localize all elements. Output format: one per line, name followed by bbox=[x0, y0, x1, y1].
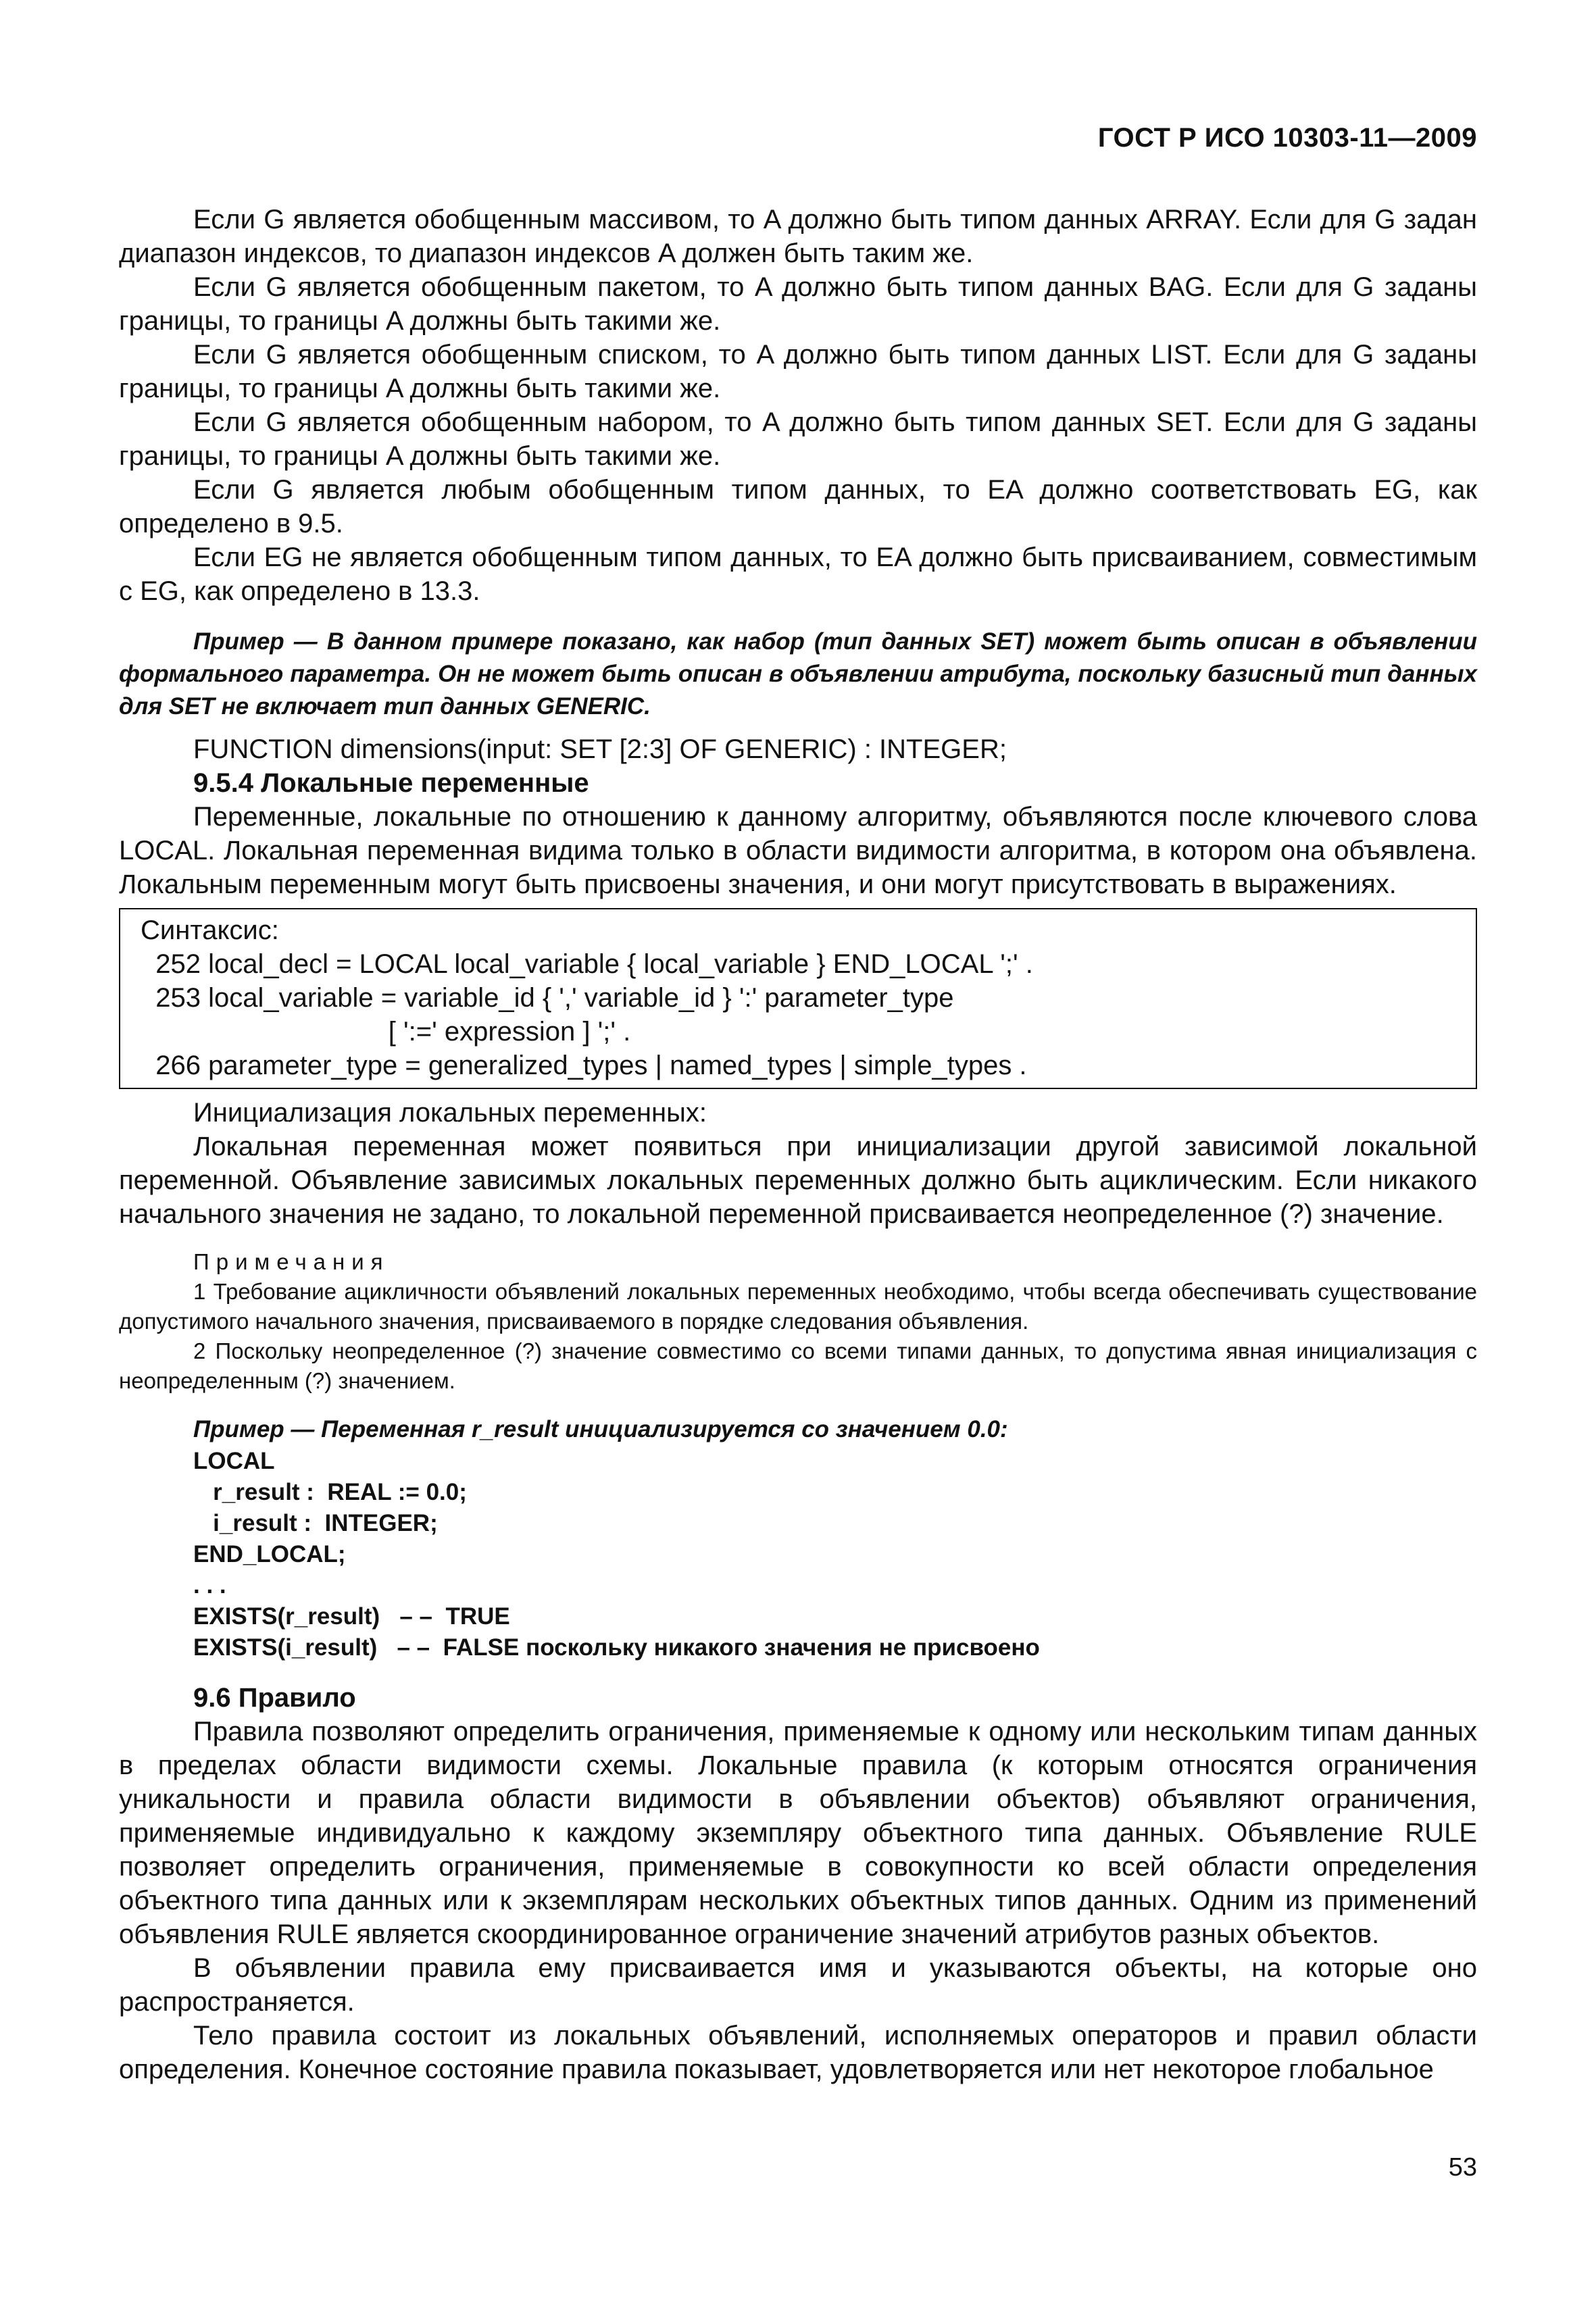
paragraph: Если G является обобщенным массивом, то A должно быть типом данных ARRAY. Если для G задан диапазон индексов, то диапазон индексов A должен быть таким же. bbox=[119, 205, 1477, 268]
paragraph: В объявлении правила ему присваивается имя и указываются объекты, на которые оно распространяется. bbox=[119, 1953, 1477, 2017]
paragraph: Если G является обобщенным списком, то A должно быть типом данных LIST. Если для G заданы границы, то границы A должны быть такими же. bbox=[119, 340, 1477, 403]
note-item: 1 Требование ацикличности объявлений локальных переменных необходимо, чтобы всегда обеспечивать существование допустимого начального значения, присваиваемого в порядке следования объявления. bbox=[119, 1279, 1477, 1334]
document-header: ГОСТ Р ИСО 10303-11—2009 bbox=[1097, 123, 1477, 153]
section-heading: 9.6 Правило bbox=[193, 1683, 356, 1713]
code-line: LOCAL bbox=[193, 1448, 275, 1474]
init-label: Инициализация локальных переменных: bbox=[193, 1098, 707, 1128]
page-body bbox=[119, 203, 1477, 2086]
paragraph: Если EG не является обобщенным типом данных, то EA должно быть присваиванием, совместимым с EG, как определено в 13.3. bbox=[119, 543, 1477, 606]
paragraph: Локальная переменная может появиться при инициализации другой зависимой локальной переменной. Объявление зависимых локальных переменных должно быть ациклическим. Если никакого начального значения не задано, то локальной переменной присваивается неопределенное (?) значение. bbox=[119, 1132, 1477, 1229]
code-line: EXISTS(r_result) – – TRUE bbox=[193, 1603, 510, 1630]
paragraph: Переменные, локальные по отношению к данному алгоритму, объявляются после ключевого слова LOCAL. Локальная переменная видима только в области видимости алгоритма, в котором она объявлена. Локальным переменным могут быть присвоены значения, и они могут присутствовать в выражениях. bbox=[119, 802, 1477, 899]
paragraph: Если G является любым обобщенным типом данных, то EA должно соответствовать EG, как определено в 9.5. bbox=[119, 475, 1477, 538]
paragraph: Тело правила состоит из локальных объявлений, исполняемых операторов и правил области определения. Конечное состояние правила показывает, удовлетворяется или нет некоторое глобальное bbox=[119, 2021, 1477, 2084]
code-line: EXISTS(i_result) – – FALSE поскольку никакого значения не присвоено bbox=[193, 1634, 1040, 1661]
section-heading: 9.5.4 Локальные переменные bbox=[193, 768, 589, 798]
code-line: i_result : INTEGER; bbox=[193, 1510, 438, 1536]
example-code-block bbox=[193, 1446, 1477, 1663]
example-code: FUNCTION dimensions(input: SET [2:3] OF GENERIC) : INTEGER; bbox=[193, 734, 1007, 764]
code-line: r_result : REAL := 0.0; bbox=[193, 1479, 467, 1505]
syntax-line: 266 parameter_type = generalized_types | named_types | simple_types . bbox=[141, 1051, 1027, 1080]
notes-title: Примечания bbox=[193, 1249, 390, 1274]
page-number: 53 bbox=[1448, 2153, 1477, 2182]
paragraph: Если G является обобщенным набором, то A должно быть типом данных SET. Если для G заданы границы, то границы A должны быть такими же. bbox=[119, 407, 1477, 471]
syntax-box bbox=[119, 908, 1477, 1089]
code-line: END_LOCAL; bbox=[193, 1541, 346, 1567]
note-item: 2 Поскольку неопределенное (?) значение совместимо со всеми типами данных, то допустима явная инициализация с неопределенным (?) значением. bbox=[119, 1338, 1477, 1393]
syntax-line: 253 local_variable = variable_id { ',' variable_id } ':' parameter_type bbox=[141, 983, 954, 1013]
paragraph: Если G является обобщенным пакетом, то A должно быть типом данных BAG. Если для G заданы границы, то границы A должны быть такими же. bbox=[119, 272, 1477, 336]
code-line: . . . bbox=[193, 1572, 226, 1599]
example-caption: Пример — Переменная r_result инициализируется со значением 0.0: bbox=[193, 1416, 1008, 1442]
syntax-line: 252 local_decl = LOCAL local_variable { local_variable } END_LOCAL ';' . bbox=[141, 949, 1033, 979]
syntax-title: Синтаксис: bbox=[141, 915, 279, 945]
example-text: Пример — В данном примере показано, как набор (тип данных SET) может быть описан в объявлении формального параметра. Он не может быть описан в объявлении атрибута, поскольку базисный тип данных для SET не включает тип данных GENERIC. bbox=[119, 628, 1477, 720]
paragraph: Правила позволяют определить ограничения, применяемые к одному или нескольким типам данных в пределах области видимости схемы. Локальные правила (к которым относятся ограничения уникальности и правила области видимости в объявлении объектов) объявляют ограничения, применяемые индивидуально к каждому экземпляру объектного типа данных. Объявление RULE позволяет определить ограничения, применяемые в совокупности ко всей области определения объектного типа данных или к экземплярам нескольких объектных типов данных. Одним из применений объявления RULE является скоординированное ограничение значений атрибутов разных объектов. bbox=[119, 1717, 1477, 1949]
syntax-line: [ ':=' expression ] ';' . bbox=[141, 1017, 631, 1047]
